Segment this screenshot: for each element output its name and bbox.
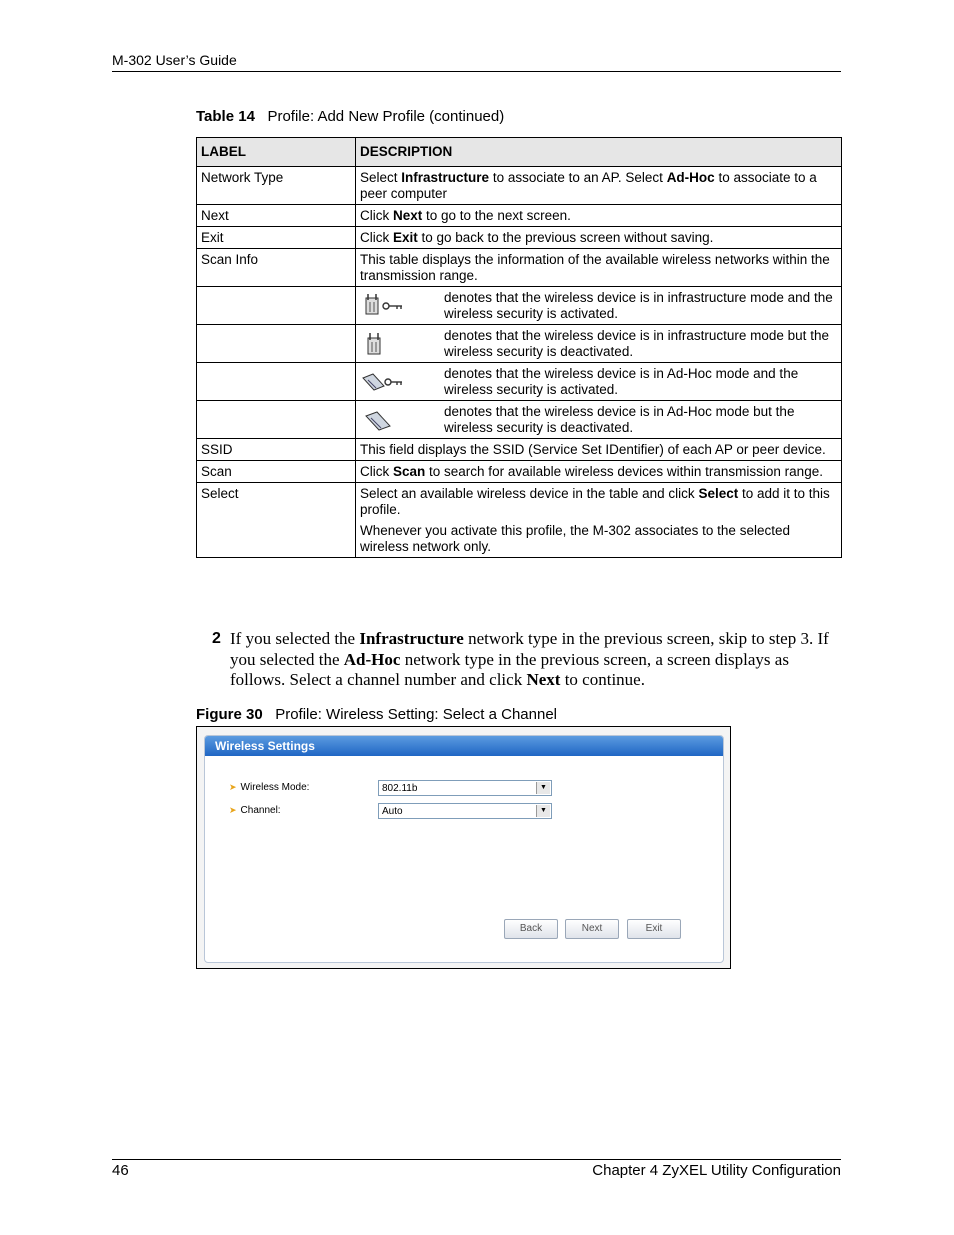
infrastructure-icon [360,328,444,360]
chevron-down-icon[interactable]: ▼ [536,805,550,817]
row-description [356,167,842,205]
icon-description: denotes that the wireless device is in Ad-Hoc mode and the wireless security is activated. [444,366,799,397]
table-row [197,363,842,401]
infrastructure-secure-icon [360,290,444,322]
desc-text: to go to the next screen. [422,208,571,223]
row-label: SSID [197,439,356,461]
step-text [230,629,842,691]
table-row [197,227,842,249]
step-text-part: to continue. [560,670,645,689]
chevron-down-icon[interactable]: ▼ [536,782,550,794]
table-header-row [197,138,842,167]
wireless-settings-screenshot [196,726,731,969]
table-caption [196,108,504,125]
row-label: Scan Info [197,249,356,287]
row-description [356,363,842,401]
figure-caption-text: Profile: Wireless Setting: Select a Channel [275,706,558,723]
channel-value: Auto [382,806,403,817]
running-header: M-302 User’s Guide [112,52,237,68]
step-text-part: network type in the previous screen, skip to step 3. If you selected the [230,629,829,669]
desc-text: to associate to a peer computer [360,170,817,201]
row-label: Network Type [197,167,356,205]
figure-caption-label: Figure 30 [196,706,263,723]
row-label: Select [197,483,356,558]
row-description [356,461,842,483]
back-button[interactable]: Back [504,919,558,939]
bullet-arrow-icon: ➤ [229,782,237,792]
desc-text: Select [360,170,402,185]
step-bold: Infrastructure [359,629,464,648]
adhoc-secure-icon [360,366,444,398]
channel-select[interactable] [378,803,552,819]
step-bold: Ad-Hoc [343,649,401,669]
channel-row [229,805,281,816]
row-description [356,227,842,249]
figure-caption [196,706,557,723]
row-label: Scan [197,461,356,483]
row-label-empty [197,287,356,325]
exit-button[interactable]: Exit [627,919,681,939]
table-caption-text: Profile: Add New Profile (continued) [267,108,505,125]
row-description [356,205,842,227]
channel-label: Channel: [240,805,281,816]
description-column-header: DESCRIPTION [356,138,842,167]
desc-paragraph: Whenever you activate this profile, the M-302 associates to the selected wireless network only. [360,523,790,554]
table-row [197,249,842,287]
adhoc-icon [360,404,444,436]
profile-table [196,137,842,558]
step-paragraph [212,629,842,691]
desc-bold: Select [698,486,739,501]
table-caption-label: Table 14 [196,108,255,125]
row-description [356,483,842,558]
desc-text: Click [360,208,393,223]
row-description: This field displays the SSID (Service Set IDentifier) of each AP or peer device. [356,439,842,461]
table-row [197,205,842,227]
desc-text: to go back to the previous screen without saving. [417,230,714,245]
row-label-empty [197,401,356,439]
desc-bold: Exit [393,230,418,245]
desc-bold: Scan [393,464,426,479]
footer-rule [112,1159,841,1160]
desc-text: to add it to this profile. [360,486,830,517]
page-number: 46 [112,1162,129,1179]
desc-bold: Ad-Hoc [666,170,715,185]
icon-description: denotes that the wireless device is in Ad-Hoc mode but the wireless security is deactivated. [444,404,795,435]
desc-text: Click [360,464,393,479]
row-description [356,287,842,325]
header-rule [112,71,841,72]
table-row [197,483,842,558]
table-row [197,287,842,325]
chapter-title: Chapter 4 ZyXEL Utility Configuration [592,1162,841,1179]
bullet-arrow-icon: ➤ [229,805,237,815]
row-label-empty [197,325,356,363]
desc-text: to associate to an AP. Select [489,170,667,185]
step-number: 2 [212,630,221,647]
desc-text: Select an available wireless device in the table and click [360,486,699,501]
table-row [197,461,842,483]
row-description: This table displays the information of the available wireless networks within the transmission range. [356,249,842,287]
desc-bold: Infrastructure [401,170,490,185]
row-description [356,325,842,363]
wireless-mode-value: 802.11b [382,783,418,794]
desc-text: Click [360,230,393,245]
icon-description: denotes that the wireless device is in infrastructure mode but the wireless security is deactivated. [444,328,829,359]
table-row [197,325,842,363]
wireless-settings-window [204,735,724,963]
row-label: Exit [197,227,356,249]
row-description [356,401,842,439]
wireless-mode-label: Wireless Mode: [240,782,310,793]
step-bold: Next [526,670,561,689]
window-title: Wireless Settings [205,736,723,756]
desc-text: to search for available wireless devices within transmission range. [425,464,823,479]
next-button[interactable]: Next [565,919,619,939]
table-row [197,401,842,439]
table-row [197,439,842,461]
row-label: Next [197,205,356,227]
row-label-empty [197,363,356,401]
icon-description: denotes that the wireless device is in infrastructure mode and the wireless security is activated. [444,290,833,321]
wireless-mode-row [229,782,309,793]
table-row [197,167,842,205]
step-text-part: network type in the previous screen, a screen displays as follows. Select a channel number and click [230,649,789,689]
wireless-mode-select[interactable] [378,780,552,796]
label-column-header: LABEL [197,138,356,167]
step-text-part: If you selected the [230,629,360,648]
desc-bold: Next [393,208,423,223]
